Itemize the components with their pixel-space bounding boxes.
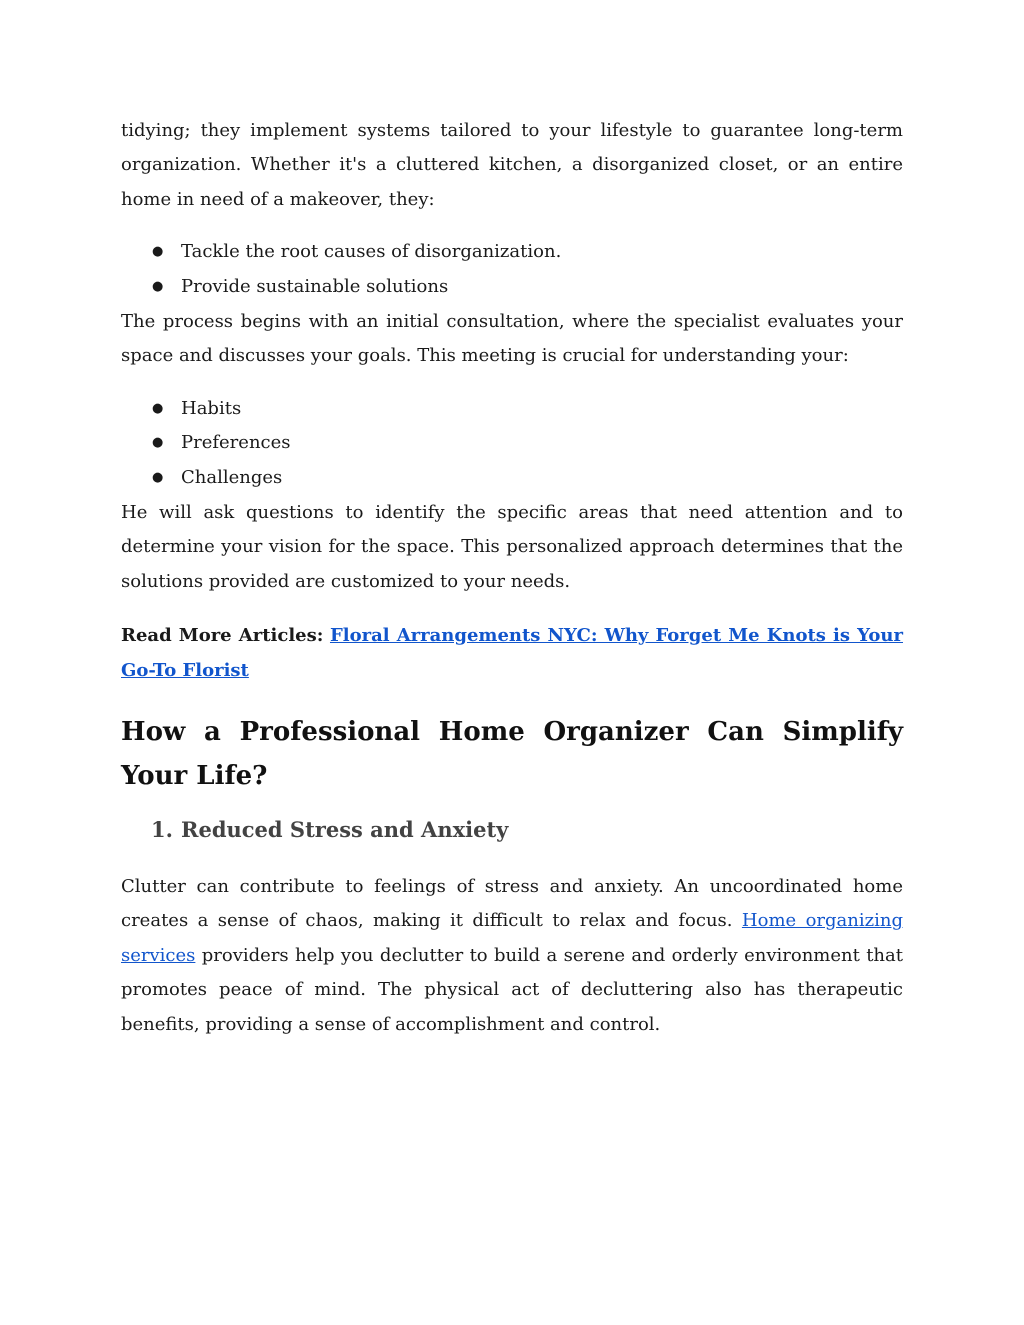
subheading-text: Reduced Stress and Anxiety (181, 817, 509, 843)
bullet-dot-icon: ● (152, 470, 164, 486)
list-item (121, 270, 903, 305)
subheading-reduced-stress (121, 812, 903, 848)
read-more-link[interactable]: Floral Arrangements NYC: Why Forget Me Knots is Your Go-To Florist (121, 625, 903, 681)
paragraph-clutter-end: providers help you declutter to build a serene and orderly environment that promotes peace of mind. The physical act of decluttering also has therapeutic benefits, providing a sense of accomplishment and control. (121, 944, 903, 1035)
bullet-list-understanding (121, 392, 903, 496)
list-item (121, 461, 903, 496)
list-item-text: Tackle the root causes of disorganization. (181, 241, 562, 263)
subheading-number: 1. (151, 817, 173, 843)
list-item-text: Habits (181, 397, 242, 419)
list-item (121, 426, 903, 461)
list-item (121, 235, 903, 270)
paragraph-questions: He will ask questions to identify the specific areas that need attention and to determine your vision for the space. This personalized approach determines that the solutions provided are customized to your needs. (121, 502, 903, 592)
bullet-dot-icon: ● (152, 279, 164, 295)
list-item (121, 392, 903, 427)
paragraph-clutter (121, 870, 903, 1042)
read-more-articles (121, 619, 903, 688)
paragraph-intro: tidying; they implement systems tailored to your lifestyle to guarantee long-term organization. Whether it's a cluttered kitchen, a disorganized closet, or an entire home in need of a makeover, they: (121, 120, 903, 210)
home-organizing-services-link[interactable]: Home organizing services (121, 910, 903, 966)
section-heading: How a Professional Home Organizer Can Simplify Your Life? (121, 717, 903, 792)
bullet-dot-icon: ● (152, 400, 164, 416)
paragraph-clutter-start: Clutter can contribute to feelings of stress and anxiety. An uncoordinated home creates a sense of chaos, making it difficult to relax and focus. (121, 876, 903, 932)
list-item-text: Challenges (181, 467, 283, 489)
bullet-dot-icon: ● (152, 244, 164, 260)
paragraph-consultation: The process begins with an initial consultation, where the specialist evaluates your space and discusses your goals. This meeting is crucial for understanding your: (121, 310, 903, 367)
list-item-text: Preferences (181, 432, 291, 454)
list-item-text: Provide sustainable solutions (181, 276, 449, 298)
bullet-list-solutions (121, 235, 903, 305)
read-more-label: Read More Articles: (121, 625, 324, 647)
bullet-dot-icon: ● (152, 435, 164, 451)
document-page (121, 114, 903, 1042)
